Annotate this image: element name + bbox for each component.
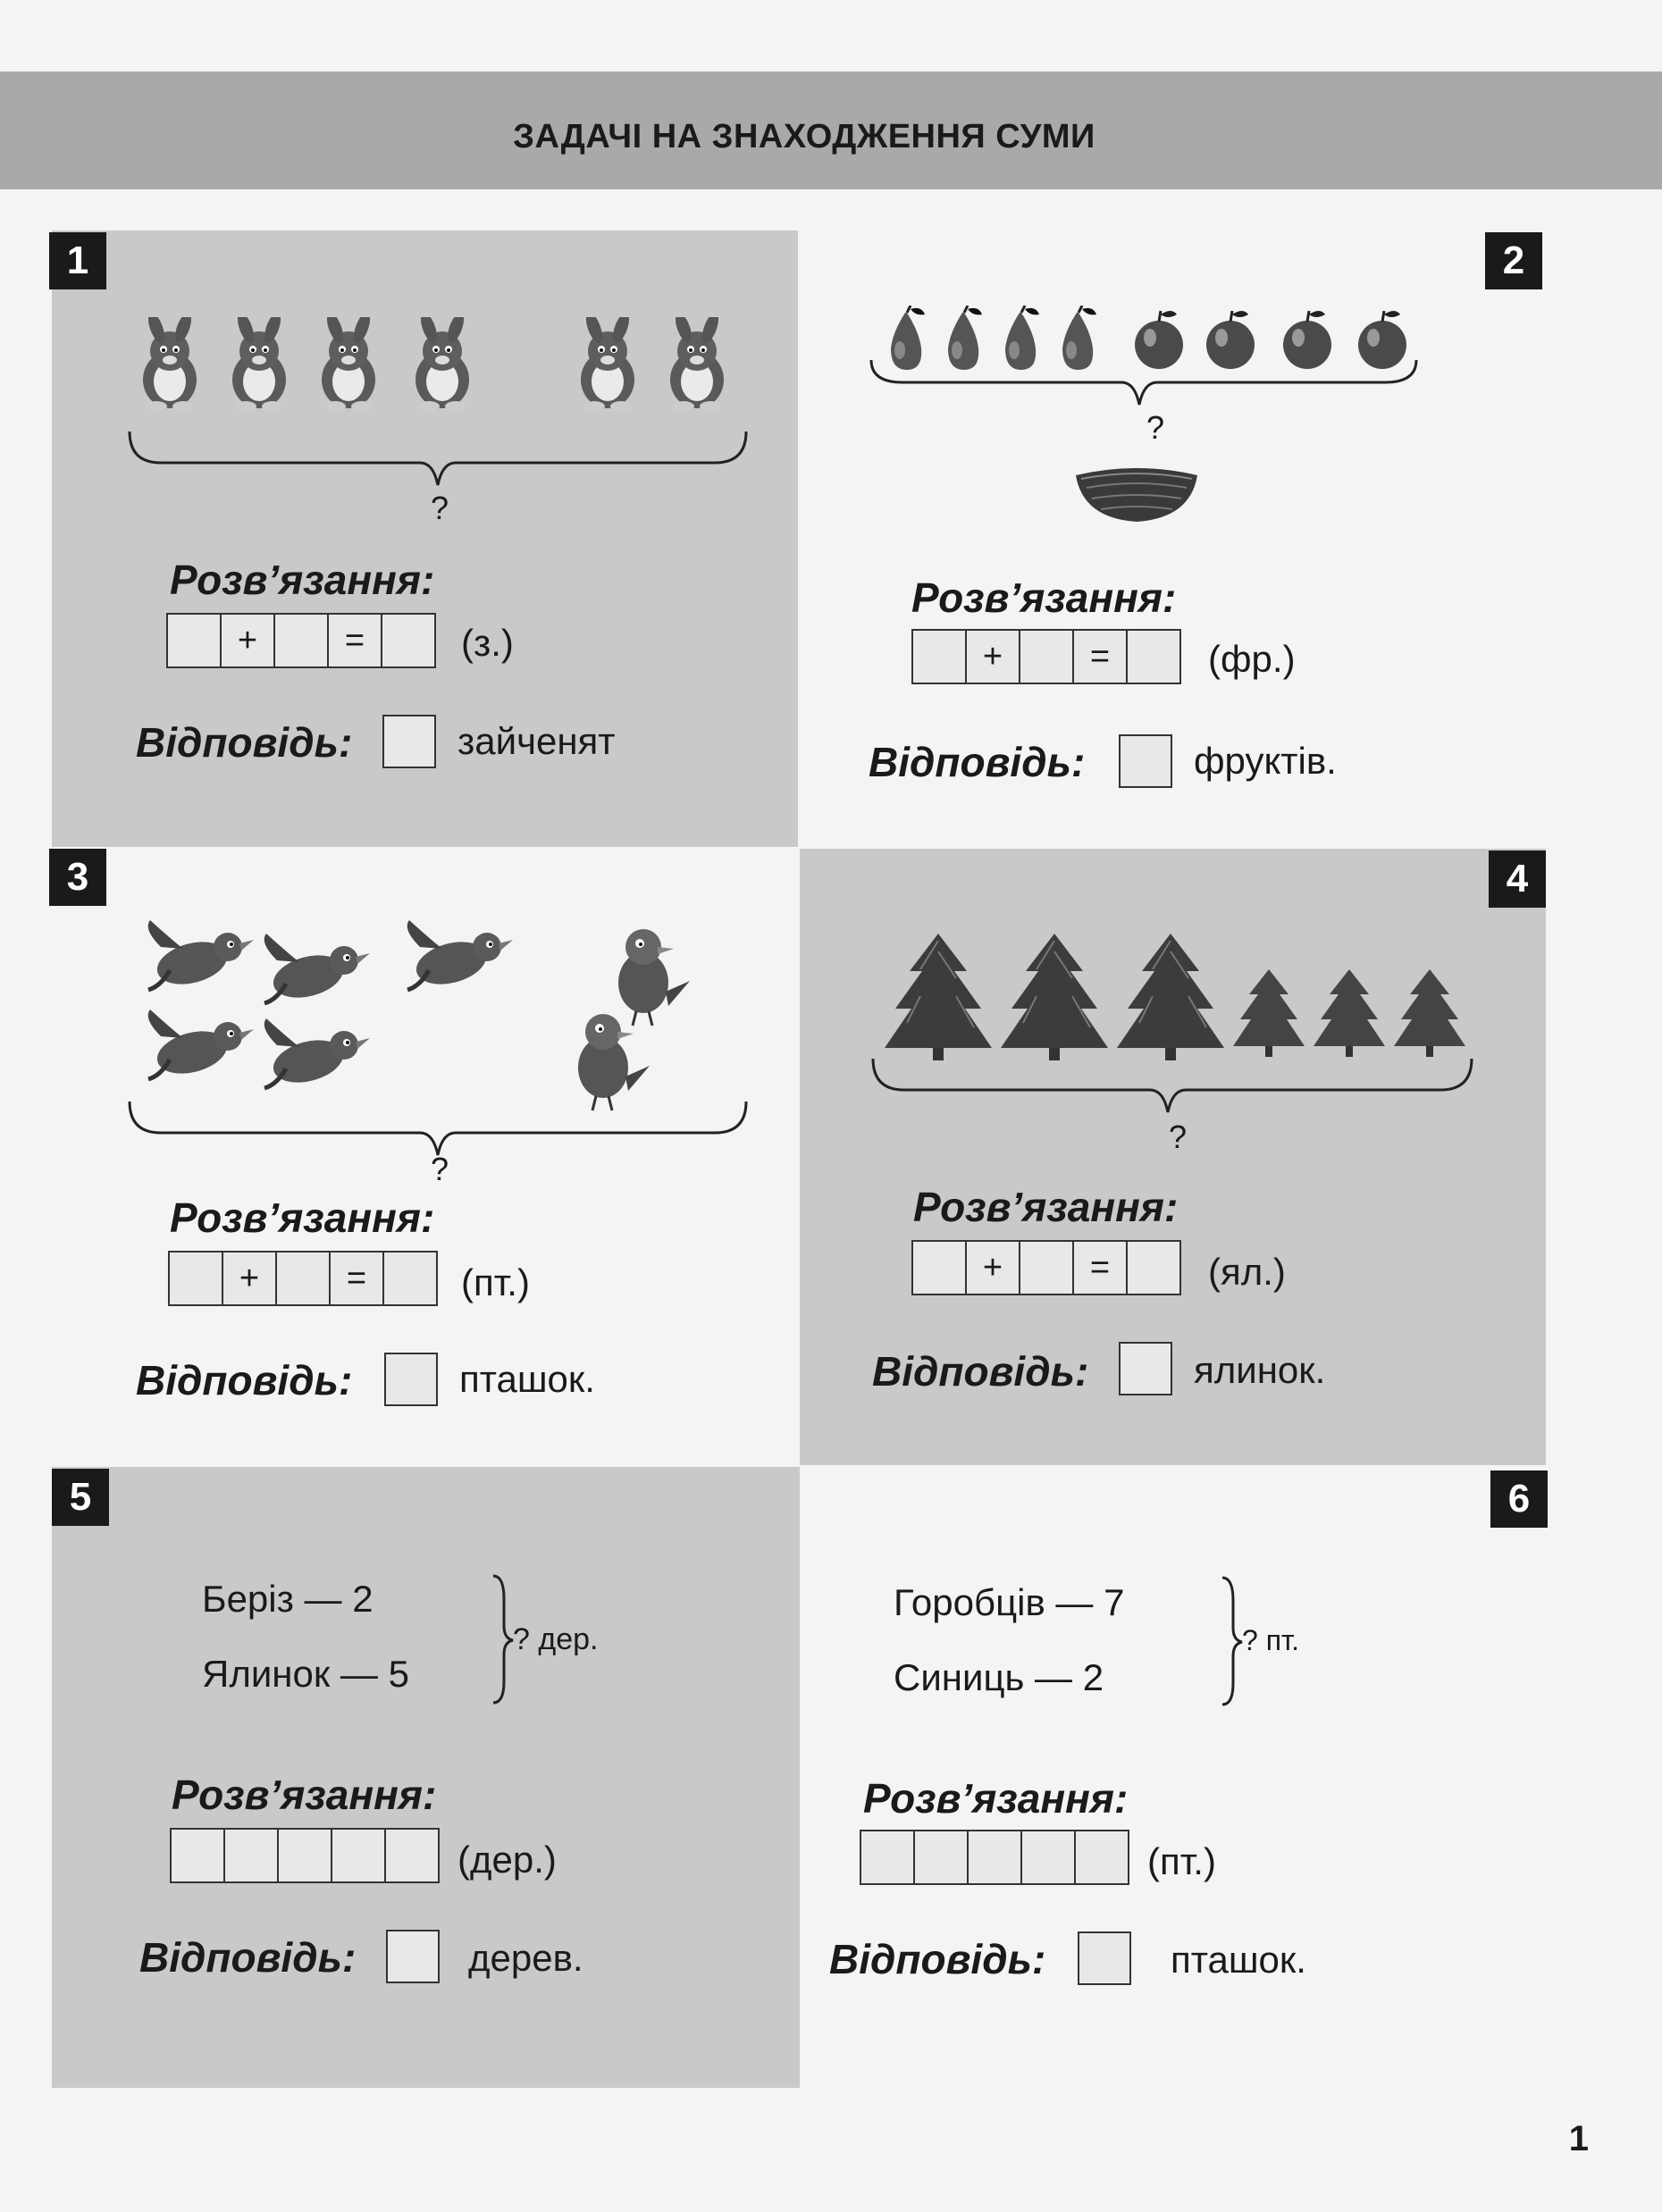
question-task-5: ? дер. (513, 1622, 599, 1656)
cell[interactable] (861, 1831, 915, 1883)
answer-label-task-5: Відповідь: (139, 1934, 357, 1981)
cell[interactable] (275, 615, 329, 666)
cell[interactable] (170, 1253, 223, 1304)
task-number-6: 6 (1490, 1470, 1548, 1528)
cell[interactable] (168, 615, 222, 666)
solution-label-task-4: Розв’язання: (913, 1184, 1179, 1230)
cell[interactable] (913, 631, 967, 683)
plus-sign: + (222, 615, 275, 666)
cell[interactable] (969, 1831, 1022, 1883)
equals-sign: = (1074, 1242, 1128, 1294)
task-number-4: 4 (1489, 850, 1546, 908)
condition-line-2-task-6: Синиць — 2 (894, 1656, 1104, 1698)
cell[interactable] (172, 1830, 225, 1881)
solution-label-task-1: Розв’язання: (170, 557, 435, 603)
cell[interactable] (913, 1242, 967, 1294)
answer-label-task-6: Відповідь: (829, 1936, 1046, 1982)
answer-word-task-2: фруктів. (1194, 740, 1337, 782)
brace-task-4 (869, 1054, 1476, 1117)
answer-word-task-5: дерев. (468, 1937, 583, 1979)
cell[interactable] (1076, 1831, 1128, 1883)
answer-box-task-5[interactable] (386, 1930, 440, 1983)
equals-sign: = (331, 1253, 384, 1304)
answer-box-task-4[interactable] (1119, 1342, 1172, 1395)
solution-label-task-5: Розв’язання: (172, 1772, 437, 1818)
answer-label-task-1: Відповідь: (136, 719, 353, 766)
question-mark-task-1: ? (431, 490, 449, 526)
unit-task-3: (пт.) (461, 1261, 530, 1303)
fir-trees-picture (885, 934, 1510, 1068)
cell[interactable] (277, 1253, 331, 1304)
solution-label-task-2: Розв’язання: (911, 574, 1177, 621)
answer-word-task-3: пташок. (459, 1358, 595, 1400)
question-task-6: ? пт. (1242, 1624, 1300, 1656)
plus-sign: + (223, 1253, 277, 1304)
cell[interactable] (382, 615, 434, 666)
answer-word-task-4: ялинок. (1194, 1349, 1326, 1391)
condition-line-1-task-6: Горобців — 7 (894, 1581, 1125, 1623)
answer-word-task-6: пташок. (1171, 1939, 1306, 1981)
cell[interactable] (386, 1830, 438, 1881)
solution-boxes-task-3[interactable] (168, 1251, 438, 1306)
task-number-5: 5 (52, 1469, 109, 1526)
answer-label-task-3: Відповідь: (136, 1357, 353, 1403)
condition-line-1-task-5: Беріз — 2 (202, 1578, 374, 1620)
cell[interactable] (1022, 1831, 1076, 1883)
condition-line-2-task-5: Ялинок — 5 (202, 1653, 409, 1695)
answer-word-task-1: зайченят (457, 720, 616, 762)
bunnies-picture (130, 317, 791, 424)
task-number-3: 3 (49, 849, 106, 906)
cell[interactable] (332, 1830, 386, 1881)
cell[interactable] (1128, 1242, 1179, 1294)
task-number-2: 2 (1485, 232, 1542, 289)
plus-sign: + (967, 1242, 1020, 1294)
answer-box-task-3[interactable] (384, 1353, 438, 1406)
solution-boxes-task-1[interactable] (166, 613, 436, 668)
bowl-icon (1074, 465, 1199, 527)
cell[interactable] (1020, 1242, 1074, 1294)
unit-task-1: (з.) (461, 622, 514, 664)
solution-boxes-task-5[interactable] (170, 1828, 440, 1883)
unit-task-2: (фр.) (1208, 638, 1296, 680)
brace-task-2 (867, 356, 1421, 409)
task-number-1: 1 (49, 232, 106, 289)
cell[interactable] (279, 1830, 332, 1881)
cell[interactable] (915, 1831, 969, 1883)
solution-boxes-task-2[interactable] (911, 629, 1181, 684)
answer-box-task-6[interactable] (1078, 1931, 1131, 1985)
cell[interactable] (1020, 631, 1074, 683)
unit-task-6: (пт.) (1147, 1840, 1216, 1882)
answer-label-task-4: Відповідь: (872, 1348, 1089, 1395)
equals-sign: = (329, 615, 382, 666)
brace-task-1 (125, 427, 751, 490)
question-mark-task-3: ? (431, 1151, 449, 1187)
answer-label-task-2: Відповідь: (869, 739, 1086, 785)
unit-task-5: (дер.) (457, 1839, 557, 1881)
question-mark-task-2: ? (1146, 409, 1165, 446)
page-number: 1 (1568, 2119, 1589, 2158)
equals-sign: = (1074, 631, 1128, 683)
solution-label-task-6: Розв’язання: (863, 1775, 1129, 1822)
cell[interactable] (384, 1253, 436, 1304)
solution-boxes-task-4[interactable] (911, 1240, 1181, 1295)
page-title: ЗАДАЧІ НА ЗНАХОДЖЕННЯ СУМИ (513, 118, 1095, 155)
birds-picture (143, 920, 751, 1117)
answer-box-task-2[interactable] (1119, 734, 1172, 788)
answer-box-task-1[interactable] (382, 715, 436, 768)
plus-sign: + (967, 631, 1020, 683)
solution-label-task-3: Розв’язання: (170, 1194, 435, 1241)
unit-task-4: (ял.) (1208, 1251, 1286, 1293)
solution-boxes-task-6[interactable] (860, 1830, 1129, 1885)
cell[interactable] (1128, 631, 1179, 683)
question-mark-task-4: ? (1169, 1119, 1188, 1155)
cell[interactable] (225, 1830, 279, 1881)
